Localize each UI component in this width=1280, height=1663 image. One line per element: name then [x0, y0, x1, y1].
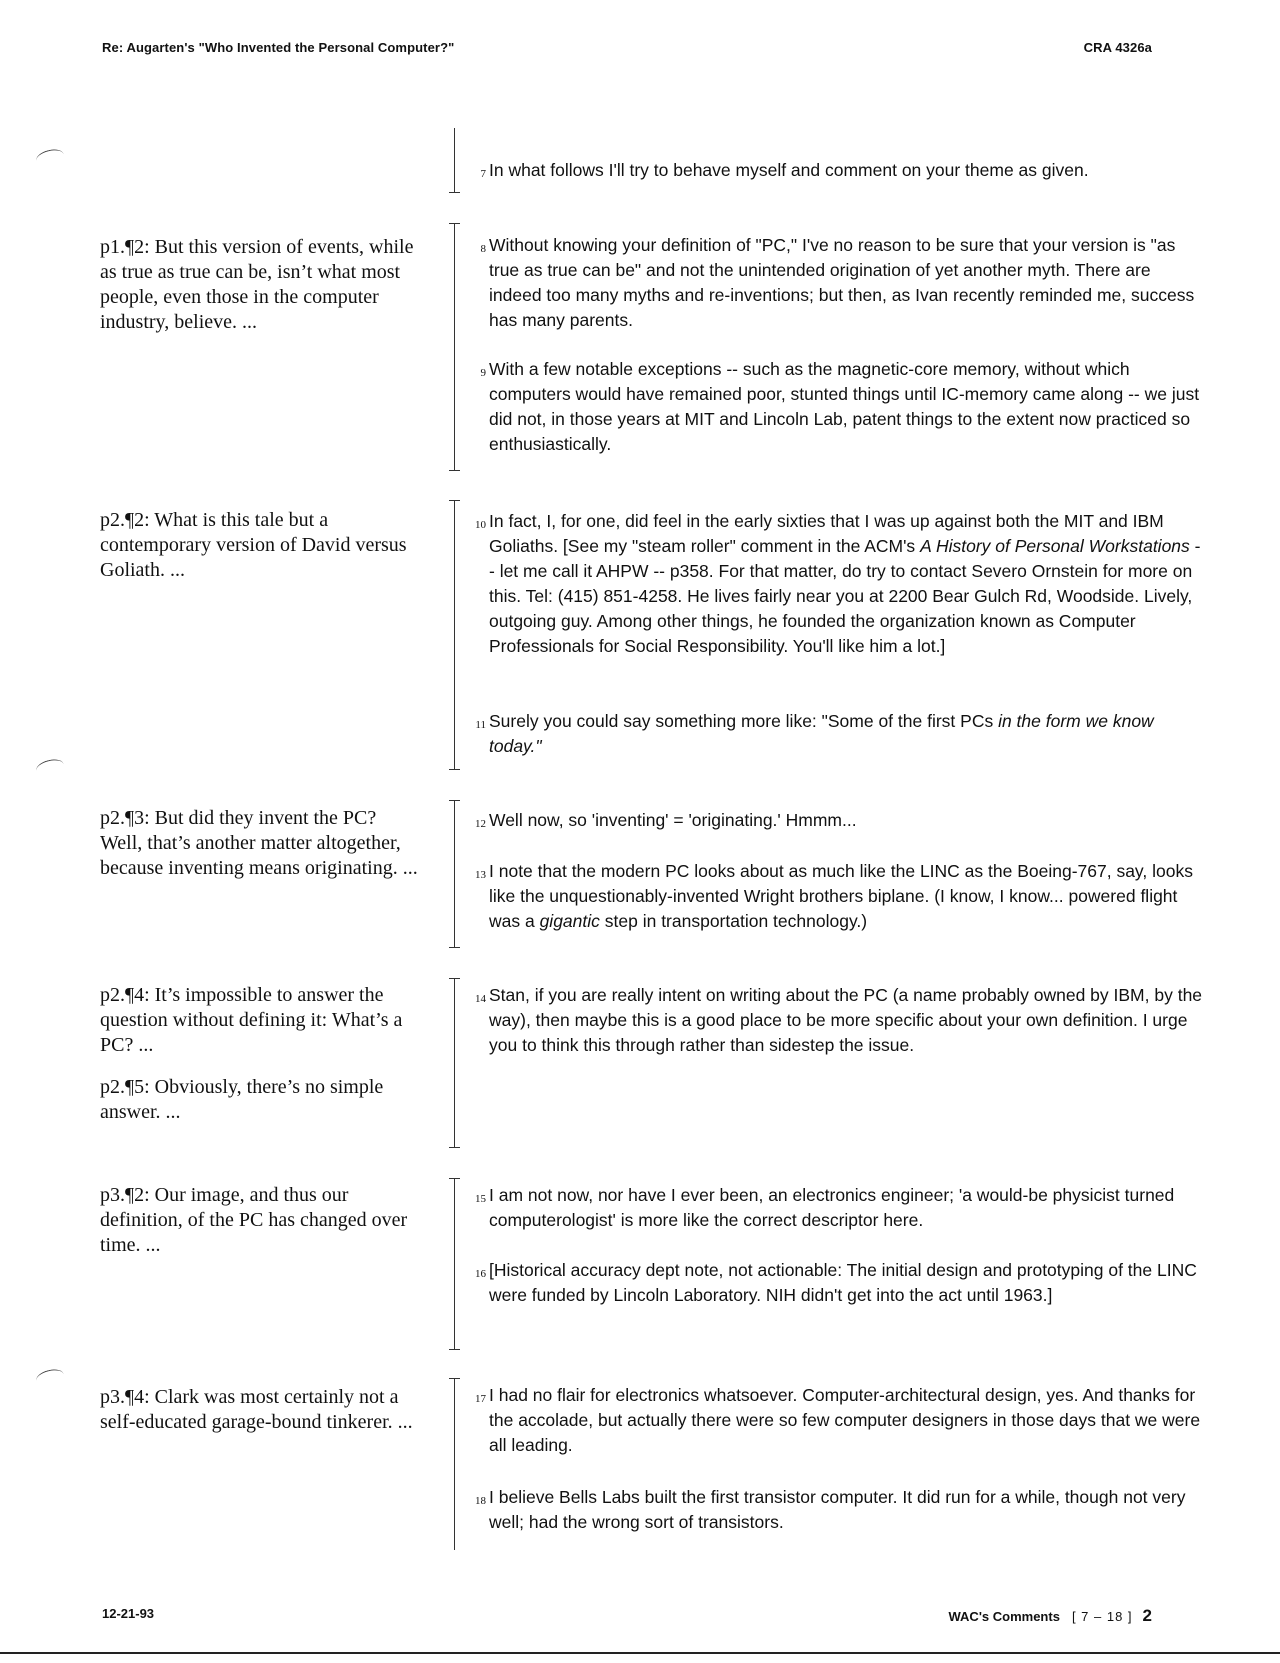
- footer-date: 12-21-93: [102, 1606, 155, 1621]
- comment-emphasis: in the form we know today.": [489, 711, 1154, 756]
- quote-p3-2: [100, 1183, 418, 1258]
- document-id: CRA 4326a: [1083, 40, 1152, 55]
- comment-text: [Historical accuracy dept note, not actionable: The initial design and prototyping of the LINC were funded by Lincoln Laboratory. NIH didn't get into the act until 1963.]: [489, 1260, 1197, 1305]
- comment-number: 18: [475, 1495, 486, 1507]
- quote-text: p2.¶3: But did they invent the PC? Well, that’s another matter altogether, because inventing means originating. ...: [100, 807, 418, 879]
- footer-range: [ 7 – 18 ]: [1071, 1609, 1133, 1624]
- margin-mark: [35, 757, 66, 778]
- margin-mark: [35, 147, 66, 168]
- comment-bracket: [449, 800, 463, 948]
- comment-16: [466, 1258, 1206, 1308]
- comment-number: 12: [475, 818, 486, 830]
- page-number: 2: [1142, 1606, 1152, 1625]
- comment-number: 11: [475, 719, 486, 731]
- comment-10: [466, 509, 1206, 659]
- comment-13: [466, 859, 1206, 934]
- comment-7: [466, 158, 1206, 183]
- quote-p2-4-5: [100, 983, 418, 1125]
- comment-17: [466, 1383, 1206, 1458]
- quote-text: p3.¶2: Our image, and thus our definition, of the PC has changed over time. ...: [100, 1184, 408, 1256]
- book-title: A History of Personal Workstations: [920, 536, 1190, 556]
- comment-text: Surely you could say something more like: "Some of the first PCs: [489, 711, 999, 731]
- comment-15: [466, 1183, 1206, 1233]
- quote-text: p2.¶5: Obviously, there’s no simple answer. ...: [100, 1076, 384, 1123]
- comment-text: -- let me call it AHPW -- p358. For that matter, do try to contact Severo Ornstein for more on this. Tel: (415) 851-4258. He lives fairly near you at 2200 Bear Gulch Rd, Woodside. Lively, outgoing guy. Among other things, he founded the organization known as Computer Professionals for Social Responsibility. You'll like him a lot.]: [489, 536, 1201, 656]
- margin-mark: [35, 1367, 66, 1388]
- quote-text: p1.¶2: But this version of events, while as true as true can be, isn’t what most people, even those in the computer industry, believe. ...: [100, 236, 414, 333]
- comment-text: Stan, if you are really intent on writing about the PC (a name probably owned by IBM, by the way), then maybe this is a good place to be more specific about your own definition. I urge you to think this through rather than sidestep the issue.: [489, 985, 1203, 1055]
- comment-number: 9: [480, 367, 486, 379]
- footer-info: [948, 1606, 1152, 1626]
- header-title: Re: Augarten's "Who Invented the Personal Computer?": [102, 40, 455, 55]
- comment-bracket: [449, 500, 463, 770]
- comment-text: In what follows I'll try to behave myself and comment on your theme as given.: [489, 160, 1089, 180]
- comment-18: [466, 1485, 1206, 1535]
- footer-label: WAC's Comments: [948, 1609, 1060, 1624]
- comment-number: 15: [475, 1193, 486, 1205]
- comment-9: [466, 357, 1206, 457]
- comment-bracket: [449, 1378, 463, 1550]
- quote-p2-2: [100, 508, 418, 583]
- page-bottom-edge: [0, 1652, 1280, 1654]
- comment-number: 17: [475, 1393, 486, 1405]
- comment-bracket: [449, 223, 463, 471]
- comment-8: [466, 233, 1206, 333]
- comment-text: I note that the modern PC looks about as much like the LINC as the Boeing-767, say, looks like the unquestionably-invented Wright brothers biplane. (I know, I know... powered flight was a: [489, 861, 1193, 931]
- quote-text: p3.¶4: Clark was most certainly not a self-educated garage-bound tinkerer. ...: [100, 1386, 413, 1433]
- comment-text: I had no flair for electronics whatsoever. Computer-architectural design, yes. And thanks for the accolade, but actually there were so few computer designers in those days that we were all leading.: [489, 1385, 1201, 1455]
- comment-text: Well now, so 'inventing' = 'originating.' Hmmm...: [489, 810, 857, 830]
- comment-text: In fact, I, for one, did feel in the early sixties that I was up against both the MIT and IBM Goliaths. [See my "steam roller" comment in the ACM's: [489, 511, 1164, 556]
- comment-number: 13: [475, 869, 486, 881]
- comment-number: 16: [475, 1268, 486, 1280]
- quote-p2-3: [100, 806, 418, 881]
- comment-number: 7: [480, 168, 486, 180]
- comment-11: [466, 709, 1206, 759]
- comment-number: 8: [480, 243, 486, 255]
- comment-text: I believe Bells Labs built the first transistor computer. It did run for a while, though not very well; had the wrong sort of transistors.: [489, 1487, 1186, 1532]
- comment-emphasis: gigantic: [539, 911, 600, 931]
- comment-text: Without knowing your definition of "PC," I've no reason to be sure that your version is "as true as true can be" and not the unintended origination of yet another myth. There are indeed too many myths and re-inventions; but then, as Ivan recently reminded me, success has many parents.: [489, 235, 1195, 330]
- quote-text: p2.¶2: What is this tale but a contemporary version of David versus Goliath. ...: [100, 509, 407, 581]
- quote-p3-4: [100, 1385, 418, 1435]
- comment-number: 10: [475, 519, 486, 531]
- comment-text: I am not now, nor have I ever been, an electronics engineer; 'a would-be physicist turned computerologist' is more like the correct descriptor here.: [489, 1185, 1175, 1230]
- comment-bracket: [449, 1178, 463, 1350]
- comment-bracket: [449, 978, 463, 1148]
- quote-text: p2.¶4: It’s impossible to answer the question without defining it: What’s a PC? ...: [100, 984, 403, 1056]
- comment-14: [466, 983, 1206, 1058]
- quote-p1-2: [100, 235, 418, 335]
- comment-text: step in transportation technology.): [599, 911, 868, 931]
- comment-text: With a few notable exceptions -- such as the magnetic-core memory, without which computers would have remained poor, stunted things until IC-memory came along -- we just did not, in those years at MIT and Lincoln Lab, patent things to the extent now practiced so enthusiastically.: [489, 359, 1200, 454]
- comment-12: [466, 808, 1206, 833]
- comment-number: 14: [475, 993, 486, 1005]
- comment-bracket: [449, 128, 463, 193]
